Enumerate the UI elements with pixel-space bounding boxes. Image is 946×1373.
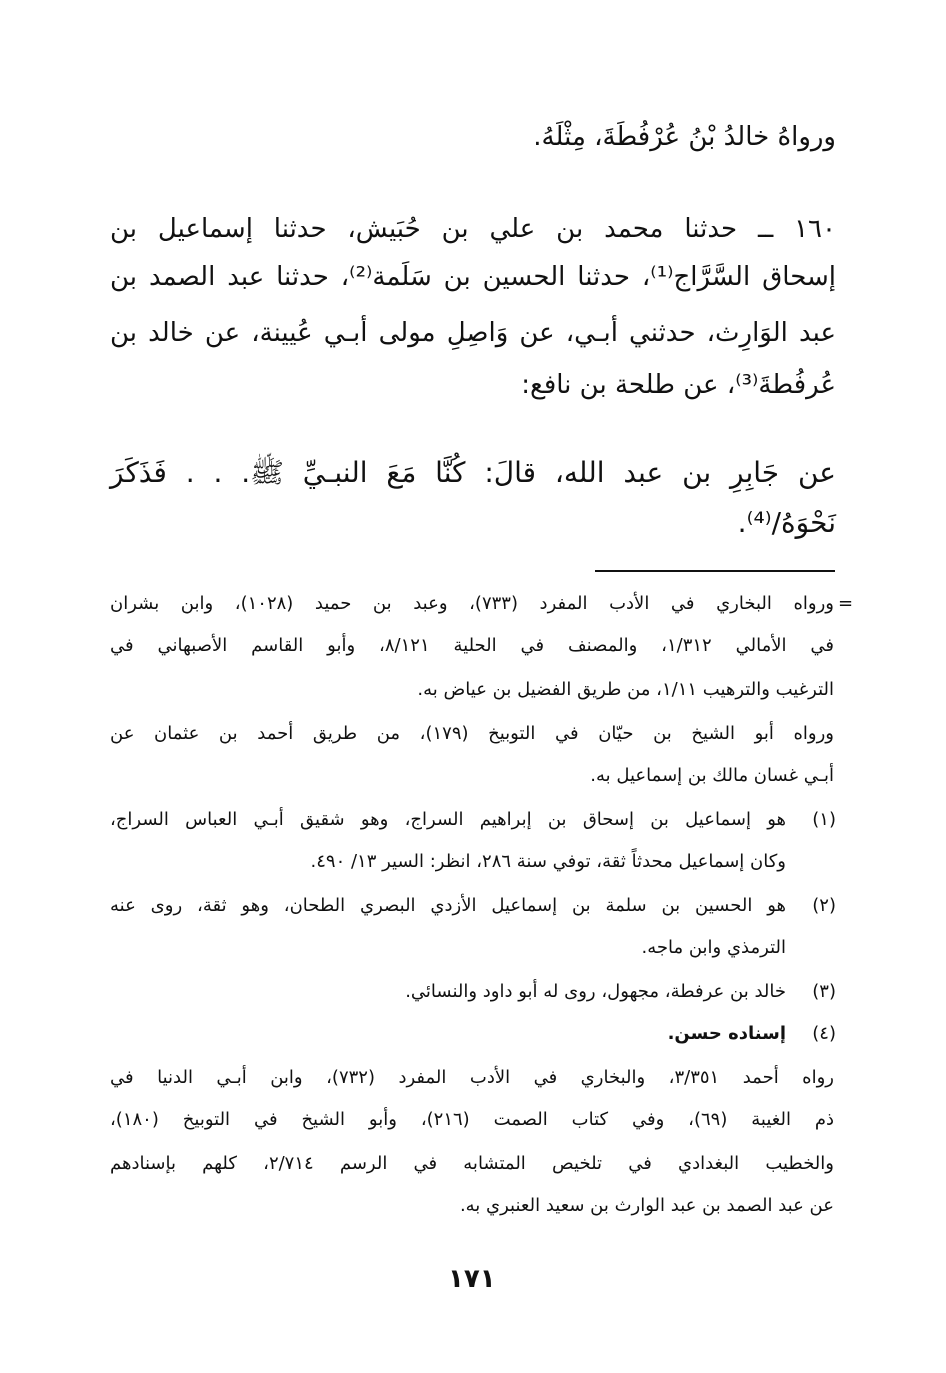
footnote-4-line-3: ذم الغيبة (٦٩)، وفي كتاب الصمت (٢١٦)، وأبو الشيخ في التوبيخ (١٨٠)، [110, 1109, 834, 1130]
hadith-matn-line-2: نَحْوَهُ/⁽⁴⁾. [737, 506, 836, 539]
footnote-continuation-mark: = [838, 593, 854, 614]
footnote-4-number: (٤) [812, 1023, 836, 1044]
hadith-isnad-line-4: عُرفُطةَ⁽³⁾، عن طلحة بن نافع: [521, 370, 836, 400]
footnote-4-line-2: رواه أحمد ٣/٣٥١، والبخاري في الأدب المفرد (٧٣٢)، وابن أبـي الدنيا في [110, 1067, 834, 1088]
footnote-3-line-1: خالد بن عرفطة، مجهول، روى له أبو داود والنسائي. [405, 981, 786, 1002]
footnote-cont-line-5: أبـي غسان مالك بن إسماعيل به. [590, 765, 834, 786]
footnote-1-number: (١) [812, 809, 836, 830]
footnote-cont-line-2: في الأمالي ١/٣١٢، والمصنف في الحلية ٨/١٢١، وأبو القاسم الأصبهاني في [110, 635, 834, 656]
footnote-separator [595, 570, 835, 572]
hadith-isnad-line-1: ١٦٠ ــ حدثنا محمد بن علي بن حُبَيش، حدثنا إسماعيل بن [110, 214, 836, 244]
footnote-3-number: (٣) [812, 981, 836, 1002]
footnote-4-line-4: والخطيب البغدادي في تلخيص المتشابه في الرسم ٢/٧١٤، كلهم بإسنادهم [110, 1153, 834, 1174]
footnote-1-line-1: هو إسماعيل بن إسحاق بن إبراهيم السراج، وهو شقيق أبـي العباس السراج، [110, 809, 786, 830]
footnote-4-line-1: إسناده حسن. [667, 1023, 786, 1044]
footnote-2-line-1: هو الحسين بن سلمة بن إسماعيل الأزدي البصري الطحان، وهو ثقة، روى عنه [110, 895, 786, 916]
footnote-2-number: (٢) [812, 895, 836, 916]
footnote-cont-line-1: ورواه البخاري في الأدب المفرد (٧٣٣)، وعبد بن حميد (١٠٢٨)، وابن بشران [110, 593, 834, 614]
footnote-1-line-2: وكان إسماعيل محدثاً ثقة، توفي سنة ٢٨٦، انظر: السير ١٣/ ٤٩٠. [310, 851, 786, 872]
footnote-4-line-5: عن عبد الصمد بن عبد الوارث بن سعيد العنبري به. [459, 1195, 834, 1216]
footnote-cont-line-3: الترغيب والترهيب ١/١١، من طريق الفضيل بن عياض به. [417, 679, 834, 700]
footnote-2-line-2: الترمذي وابن ماجه. [641, 937, 786, 958]
hadith-isnad-line-2: إسحاق السَّرَّاج⁽¹⁾، حدثنا الحسين بن سَلَمة⁽²⁾، حدثنا عبد الصمد بن [110, 262, 837, 292]
footnote-cont-line-4: ورواه أبو الشيخ بن حيّان في التوبيخ (١٧٩)، من طريق أحمد بن عثمان عن [110, 723, 835, 744]
narration-line: ورواهُ خالدُ بْنُ عُرْفُطَةَ، مِثْلَهُ. [533, 122, 836, 152]
hadith-matn-line-1: عن جَابِرِ بن عبد الله، قالَ: كُنَّا مَعَ النبـيِّ ﷺ. . . فَذَكَرَ [110, 456, 836, 489]
hadith-isnad-line-3: عبد الوَارِث، حدثني أبـي، عن وَاصِلِ مولى أبـي عُيينة، عن خالد بن [110, 318, 836, 348]
page-number: ١٧١ [448, 1264, 496, 1294]
